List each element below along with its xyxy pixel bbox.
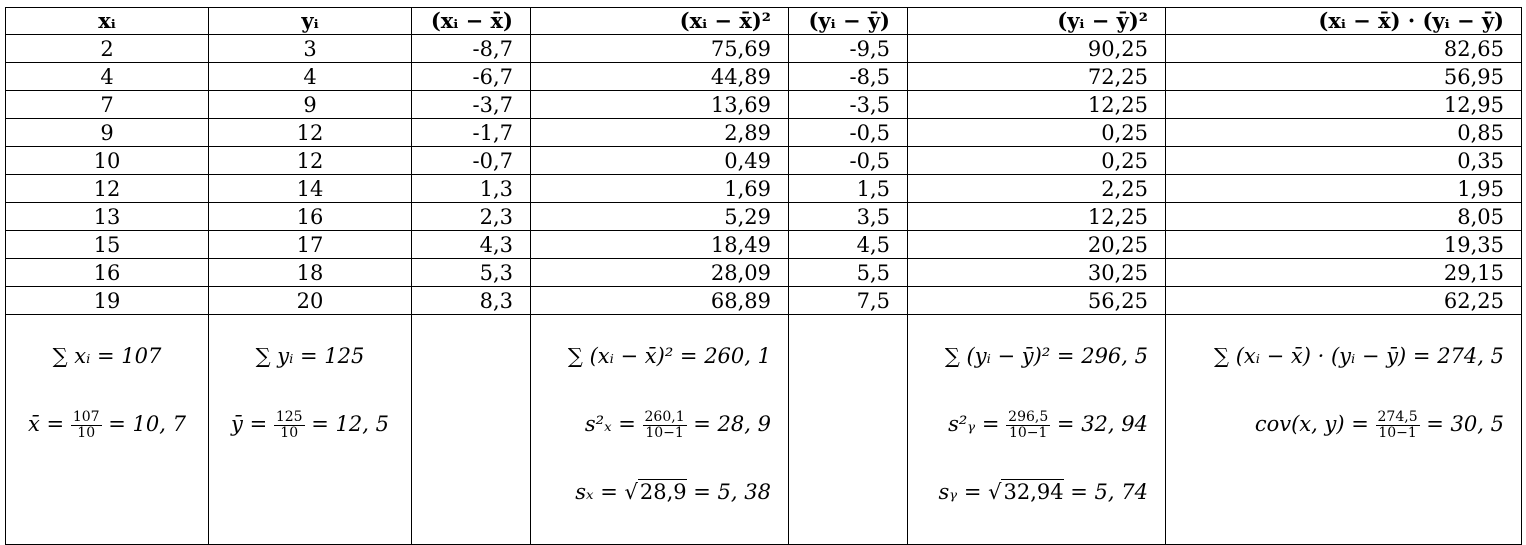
var-x-fraction (643, 410, 687, 441)
cell-y-dev: 1,5 (789, 175, 908, 203)
mean-x-num: 107 (72, 409, 100, 425)
mean-y-num: 125 (275, 409, 303, 425)
cell-x-dev: -0,7 (412, 147, 531, 175)
cov-lhs: cov(x, y) = (1254, 412, 1376, 436)
cell-xi: 19 (6, 287, 209, 315)
cell-y-dev: 3,5 (789, 203, 908, 231)
mean-x-lhs: x̄ = (28, 412, 71, 436)
table-row (6, 203, 1522, 231)
sd-x-lhs: sₓ = √ (575, 480, 638, 504)
cell-x-dev-sq: 2,89 (531, 119, 789, 147)
cell-y-dev: -8,5 (789, 63, 908, 91)
cell-xy-product: 56,95 (1166, 63, 1522, 91)
header-y-dev-sq: (yᵢ − ȳ)² (908, 8, 1166, 35)
cell-yi: 3 (209, 35, 412, 63)
cell-x-dev: 5,3 (412, 259, 531, 287)
cell-y-dev: 7,5 (789, 287, 908, 315)
header-x-dev-sq: (xᵢ − x̄)² (531, 8, 789, 35)
table-row (6, 231, 1522, 259)
cell-x-dev-sq: 44,89 (531, 63, 789, 91)
cell-x-dev: -6,7 (412, 63, 531, 91)
cell-xi: 10 (6, 147, 209, 175)
summary-y (209, 315, 412, 545)
header-row (6, 8, 1522, 35)
summary-empty-1 (412, 315, 531, 545)
sd-x-formula (537, 475, 771, 509)
cell-y-dev-sq: 72,25 (908, 63, 1166, 91)
var-x-rhs: = 28, 9 (686, 412, 771, 436)
cell-x-dev-sq: 68,89 (531, 287, 789, 315)
cell-y-dev-sq: 56,25 (908, 287, 1166, 315)
cell-x-dev-sq: 1,69 (531, 175, 789, 203)
cell-y-dev-sq: 12,25 (908, 203, 1166, 231)
cell-yi: 4 (209, 63, 412, 91)
cell-y-dev-sq: 0,25 (908, 119, 1166, 147)
mean-x-den: 10 (77, 425, 96, 441)
cell-yi: 20 (209, 287, 412, 315)
cell-xy-product: 82,65 (1166, 35, 1522, 63)
cell-x-dev: -3,7 (412, 91, 531, 119)
cell-xi: 2 (6, 35, 209, 63)
cell-y-dev: 4,5 (789, 231, 908, 259)
header-yi: yᵢ (209, 8, 412, 35)
table-row (6, 35, 1522, 63)
table-row (6, 147, 1522, 175)
cell-y-dev-sq: 12,25 (908, 91, 1166, 119)
cell-xi: 15 (6, 231, 209, 259)
var-y-lhs: s²ᵧ = (948, 412, 1007, 436)
cell-x-dev: 2,3 (412, 203, 531, 231)
header-x-dev: (xᵢ − x̄) (412, 8, 531, 35)
sd-y-rhs: = 5, 74 (1063, 480, 1148, 504)
cell-y-dev-sq: 20,25 (908, 231, 1166, 259)
summary-row (6, 315, 1522, 545)
mean-y-rhs: = 12, 5 (304, 412, 389, 436)
table-row (6, 91, 1522, 119)
mean-y-lhs: ȳ = (231, 412, 274, 436)
summary-x-dev-sq (531, 315, 789, 545)
cell-x-dev-sq: 75,69 (531, 35, 789, 63)
var-x-den: 10−1 (645, 425, 684, 441)
table-row (6, 175, 1522, 203)
cell-xy-product: 12,95 (1166, 91, 1522, 119)
var-x-formula (537, 407, 771, 441)
cell-xy-product: 29,15 (1166, 259, 1522, 287)
cell-yi: 12 (209, 147, 412, 175)
cell-x-dev-sq: 18,49 (531, 231, 789, 259)
cell-y-dev: -0,5 (789, 119, 908, 147)
sd-x-rhs: = 5, 38 (686, 480, 771, 504)
var-y-den: 10−1 (1008, 425, 1048, 441)
cell-xy-product: 19,35 (1166, 231, 1522, 259)
header-xi: xᵢ (6, 8, 209, 35)
cell-xy-product: 0,35 (1166, 147, 1522, 175)
cell-x-dev-sq: 28,09 (531, 259, 789, 287)
cell-x-dev: -8,7 (412, 35, 531, 63)
cell-x-dev-sq: 13,69 (531, 91, 789, 119)
cell-y-dev: -9,5 (789, 35, 908, 63)
cell-x-dev: 1,3 (412, 175, 531, 203)
var-y-formula (914, 407, 1148, 441)
cell-xi: 9 (6, 119, 209, 147)
cov-num: 274,5 (1377, 409, 1418, 425)
summary-xy-product (1166, 315, 1522, 545)
sum-y-formula: ∑ yᵢ = 125 (255, 344, 365, 368)
summary-empty-2 (789, 315, 908, 545)
cell-yi: 9 (209, 91, 412, 119)
table-row (6, 63, 1522, 91)
mean-y-den: 10 (280, 425, 299, 441)
var-y-fraction (1006, 410, 1050, 441)
cell-xi: 4 (6, 63, 209, 91)
var-x-lhs: s²ₓ = (584, 412, 643, 436)
cell-xy-product: 62,25 (1166, 287, 1522, 315)
cell-xi: 12 (6, 175, 209, 203)
header-xy-product: (xᵢ − x̄) · (yᵢ − ȳ) (1166, 8, 1522, 35)
mean-x-rhs: = 10, 7 (101, 412, 186, 436)
cell-y-dev: -3,5 (789, 91, 908, 119)
cell-xi: 7 (6, 91, 209, 119)
mean-x-fraction (71, 410, 102, 441)
header-y-dev: (yᵢ − ȳ) (789, 8, 908, 35)
cell-y-dev-sq: 0,25 (908, 147, 1166, 175)
cell-yi: 16 (209, 203, 412, 231)
var-y-num: 296,5 (1008, 409, 1049, 425)
cell-yi: 18 (209, 259, 412, 287)
cell-xi: 13 (6, 203, 209, 231)
cell-xy-product: 0,85 (1166, 119, 1522, 147)
cov-den: 10−1 (1378, 425, 1417, 441)
cell-xy-product: 8,05 (1166, 203, 1522, 231)
cell-yi: 12 (209, 119, 412, 147)
summary-y-dev-sq (908, 315, 1166, 545)
var-y-rhs: = 32, 94 (1050, 412, 1148, 436)
cell-y-dev: 5,5 (789, 259, 908, 287)
mean-x-formula (12, 407, 202, 441)
cell-x-dev-sq: 0,49 (531, 147, 789, 175)
var-x-num: 260,1 (644, 409, 685, 425)
cov-rhs: = 30, 5 (1419, 412, 1504, 436)
sum-x-formula: ∑ xᵢ = 107 (52, 344, 162, 368)
cell-yi: 17 (209, 231, 412, 259)
cell-xi: 16 (6, 259, 209, 287)
sd-y-lhs: sᵧ = √ (938, 480, 1002, 504)
summary-x (6, 315, 209, 545)
statistics-table (5, 7, 1522, 545)
cell-x-dev: -1,7 (412, 119, 531, 147)
table-row (6, 287, 1522, 315)
cell-y-dev-sq: 2,25 (908, 175, 1166, 203)
mean-y-formula (215, 407, 405, 441)
cov-fraction (1376, 410, 1420, 441)
cell-y-dev: -0,5 (789, 147, 908, 175)
sd-y-radicand: 32,94 (1003, 480, 1064, 504)
cell-xy-product: 1,95 (1166, 175, 1522, 203)
cell-x-dev-sq: 5,29 (531, 203, 789, 231)
sum-xy-formula: ∑ (xᵢ − x̄) · (yᵢ − ȳ) = 274, 5 (1214, 344, 1504, 368)
cell-x-dev: 8,3 (412, 287, 531, 315)
cell-x-dev: 4,3 (412, 231, 531, 259)
sd-x-radicand: 28,9 (639, 480, 687, 504)
sum-sq-x-formula: ∑ (xᵢ − x̄)² = 260, 1 (567, 344, 771, 368)
cell-y-dev-sq: 90,25 (908, 35, 1166, 63)
sd-y-formula (914, 475, 1148, 509)
cell-yi: 14 (209, 175, 412, 203)
cov-formula (1172, 407, 1504, 441)
mean-y-fraction (274, 410, 305, 441)
sum-sq-y-formula: ∑ (yᵢ − ȳ)² = 296, 5 (944, 344, 1148, 368)
cell-y-dev-sq: 30,25 (908, 259, 1166, 287)
table-row (6, 259, 1522, 287)
table-row (6, 119, 1522, 147)
